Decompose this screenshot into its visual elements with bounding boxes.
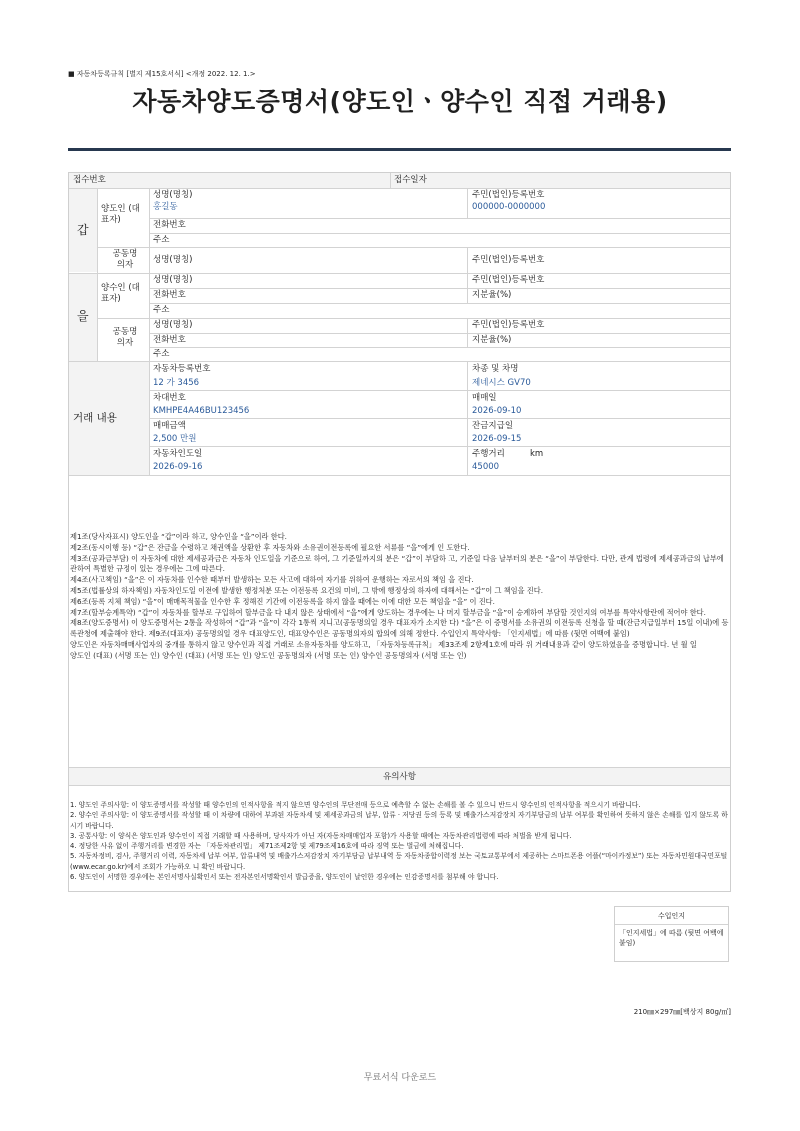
reg-number-value: 12 가 3456 bbox=[153, 378, 200, 388]
receipt-number-label: 접수번호 bbox=[73, 175, 106, 185]
eul-address-label: 주소 bbox=[153, 305, 170, 315]
transferor-label: 양도인 (대표자) bbox=[101, 204, 140, 225]
notice-title: 유의사항 bbox=[383, 772, 416, 782]
eul-name-label: 성명(명칭) bbox=[153, 275, 193, 285]
mileage-value: 45000 bbox=[472, 462, 500, 472]
delivery-date-label: 자동차인도일 bbox=[153, 449, 203, 459]
paper-spec: 210㎜×297㎜[백상지 80g/㎡] bbox=[633, 1008, 731, 1016]
eul-share-label: 지분율(%) bbox=[472, 290, 512, 300]
gap-phone-label: 전화번호 bbox=[153, 220, 186, 230]
notice-item: 4. 정당한 사유 없이 주행거리를 변경한 자는 「자동차관리법」 제71조제2항 및 제79조제16호에 따라 징역 또는 벌금에 처해집니다. bbox=[70, 842, 464, 851]
balance-date-value: 2026-09-15 bbox=[472, 434, 522, 444]
gap-co-name-label: 성명(명칭) bbox=[153, 255, 193, 265]
gap-co-reg-label: 주민(법인)등록번호 bbox=[472, 255, 545, 265]
sale-date-value: 2026-09-10 bbox=[472, 406, 522, 416]
eul-co-reg-label: 주민(법인)등록번호 bbox=[472, 320, 545, 330]
term-line: 제6조(등록 지체 책임) “을”이 매매목적물을 인수한 후 정해진 기간에 이전등록을 하지 않을 때에는 이에 대한 모든 책임을 “을” 이 진다. bbox=[70, 596, 495, 606]
notice-item: 6. 양도인이 서명한 경우에는 본인서명사실확인서 또는 전자본인서명확인서 발급증을, 양도인이 날인한 경우에는 인감증명서를 첨부해 야 합니다. bbox=[70, 873, 499, 882]
gap-reg-label: 주민(법인)등록번호 bbox=[472, 190, 545, 200]
notice-item: 3. 공통사항: 이 양식은 양도인과 양수인이 직접 거래할 때 사용하며, 당사자가 아닌 자(자동차매매업자 포함)가 사용할 때에는 자동차관리법령에 따라 처벌을 받게 됩니다. bbox=[70, 831, 572, 840]
form-reference: ■ 자동차등록규칙 [별지 제15호서식] <개정 2022. 12. 1.> bbox=[68, 70, 256, 78]
vin-label: 차대번호 bbox=[153, 393, 186, 403]
transferee-label: 양수인 (대표자) bbox=[101, 283, 140, 304]
notice-item: 1. 양도인 주의사항: 이 양도증명서를 작성할 때 양수인의 인적사항을 적지 않으면 양수인의 무단전매 등으로 예측할 수 없는 손해를 볼 수 있으니 반드시 양수인의 인적사항을 적으시기 바랍니다. bbox=[70, 801, 641, 809]
gap-reg-value: 000000-0000000 bbox=[472, 202, 546, 212]
transaction-section-label: 거래 내용 bbox=[73, 412, 117, 424]
revenue-stamp-box bbox=[614, 906, 729, 962]
gap-address-label: 주소 bbox=[153, 235, 170, 245]
term-line: 제4조(사고책임) “을”은 이 자동차를 인수한 때부터 발생하는 모든 사고에 대하여 자기를 위하여 운행하는 자로서의 책임 을 진다. bbox=[70, 575, 474, 585]
eul-co-owner-label: 공동명의자 bbox=[112, 327, 138, 348]
price-value: 2,500 만원 bbox=[153, 434, 197, 444]
page-title: 자동차양도증명서(양도인ㆍ양수인 직접 거래용) bbox=[132, 87, 668, 116]
term-line: 제7조(할부승계특약) “갑”이 자동차를 할부로 구입하여 할부금을 다 내지 않은 상태에서 “을”에게 양도하는 경우에는 나 머지 할부금을 “을”이 승계하여 부담할 것인지의 여부를 특약사항란에 적어야 한다. bbox=[70, 607, 706, 617]
term-line: 제5조(법률상의 하자책임) 자동차인도일 이전에 발생한 행정처분 또는 이전등록 요건의 미비, 그 밖에 행정상의 하자에 대해서는 “갑”이 그 책임을 진다. bbox=[70, 585, 543, 595]
eul-reg-label: 주민(법인)등록번호 bbox=[472, 275, 545, 285]
price-label: 매매금액 bbox=[153, 421, 186, 431]
delivery-date-value: 2026-09-16 bbox=[153, 462, 203, 472]
term-line: 제1조(당사자표시) 양도인을 “갑”이라 하고, 양수인을 “을”이라 한다. bbox=[70, 532, 287, 541]
gap-section-label: 갑 bbox=[77, 223, 89, 237]
notice-list bbox=[70, 800, 730, 882]
eul-section-label: 을 bbox=[77, 309, 89, 323]
download-link[interactable]: 무료서식 다운로드 bbox=[363, 1073, 437, 1083]
mileage-label: 주행거리 bbox=[472, 449, 505, 459]
term-line: 양도인 (대표) (서명 또는 인) 양수인 (대표) (서명 또는 인) 양도인 공동명의자 (서명 또는 인) 양수인 공동명의자 (서명 또는 인) bbox=[70, 650, 467, 660]
notice-item: 2. 양수인 주의사항: 이 양도증명서를 작성할 때 이 차량에 대하여 부과된 자동차세 및 제세공과금의 납부, 압류 · 저당권 등의 등록 및 배출가스저감장치 자기부담금의 납부 여부를 확인하여 뜻하지 않은 손해를 입지 않도록 하시기 바랍니다. bbox=[70, 811, 728, 830]
eul-co-phone-label: 전화번호 bbox=[153, 335, 186, 345]
term-line: 제3조(공과금부담) 이 자동차에 대한 제세공과금은 자동차 인도일을 기준으로 하여, 그 기준일까지의 분은 “갑”이 부담하 고, 기준일 다음 날부터의 분은 “을”이 부담한다. 다만, 관계 법령에 제세공과금의 납부에 관하여 특별한 규정이 있는 경우에는 그에 따른다. bbox=[70, 553, 724, 574]
gap-co-owner-label: 공동명의자 bbox=[112, 249, 138, 270]
receipt-date-label: 접수일자 bbox=[394, 175, 427, 185]
model-label: 차종 및 차명 bbox=[472, 364, 519, 374]
term-line: 제2조(동시이행 등) “갑”은 잔금을 수령하고 채권액을 상환한 후 자동차와 소유권이전등록에 필요한 서류를 “을”에게 인 도한다. bbox=[70, 542, 470, 552]
term-line: 제8조(양도증명서) 이 양도증명서는 2통을 작성하여 “갑”과 “을”이 각각 1통씩 지니고(공동명의일 경우 대표자가 소지한 다) “을”은 이 증명서를 소유권의 이전등록 신청을 할 때(잔금지급일부터 15일 이내)에 등록관청에 제출해야 한다. 제9조(대표자) 공동명의일 경우 대표양도인, 대표양수인은 공동명의자의 합의에 의해 정한다. 수입인지 특약사항: 「인지세법」에 따름 (뒷면 여백에 붙임) bbox=[70, 618, 729, 639]
model-value: 제네시스 GV70 bbox=[472, 378, 531, 388]
eul-co-share-label: 지분율(%) bbox=[472, 335, 512, 345]
contract-terms bbox=[70, 532, 730, 662]
eul-phone-label: 전화번호 bbox=[153, 290, 186, 300]
term-line: 양도인은 자동차매매사업자의 중개를 통하지 않고 양수인과 직접 거래로 소유자동차를 양도하고, 「자동차등록규칙」 제33조제 2항제1호에 따라 위 거래내용과 같이 양도하였음을 증명합니다. 년 월 일 bbox=[70, 639, 697, 649]
stamp-text: 「인지세법」에 따름 (뒷면 여백에 붙임) bbox=[619, 929, 724, 947]
stamp-title: 수입인지 bbox=[615, 907, 728, 925]
reg-number-label: 자동차등록번호 bbox=[153, 364, 211, 374]
title-divider bbox=[68, 148, 731, 151]
mileage-unit: km bbox=[530, 449, 544, 459]
sale-date-label: 매매일 bbox=[472, 393, 497, 403]
eul-co-address-label: 주소 bbox=[153, 349, 170, 359]
balance-date-label: 잔금지급일 bbox=[472, 421, 514, 431]
vin-value: KMHPE4A46BU123456 bbox=[153, 406, 250, 416]
eul-co-name-label: 성명(명칭) bbox=[153, 320, 193, 330]
notice-item: 5. 자동차정비, 검사, 주행거리 이력, 자동차세 납부 여부, 압류내역 및 배출가스저감장치 자기부담금 납부내역 등 자동차종합이력정 보는 국토교통부에서 제공하는 스마트폰용 어플(“마이카정보”) 또는 자동차민원대국민포털(www.ecar.go.kr)에서 조회가 가능하오 니 확인 바랍니다. bbox=[70, 852, 728, 871]
gap-name-value: 홍길동 bbox=[153, 202, 178, 212]
gap-name-label: 성명(명칭) bbox=[153, 190, 193, 200]
